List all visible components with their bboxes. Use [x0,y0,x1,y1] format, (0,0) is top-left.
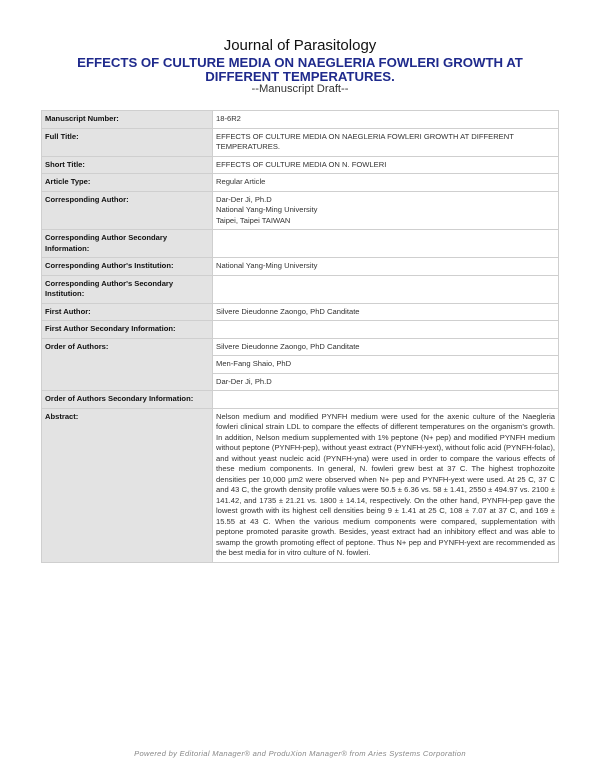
corresponding-author-value [213,191,559,230]
field-label: Corresponding Author's Secondary Institution: [42,275,213,303]
author-name: Dar-Der Ji, Ph.D [216,194,272,204]
manuscript-number-value: 18-6R2 [213,111,559,129]
table-row [42,408,559,562]
document-header [0,0,600,96]
author-entry: Dar-Der Ji, Ph.D [213,373,559,391]
table-row [42,275,559,303]
footer-credit: Powered by Editorial Manager® and ProduXion Manager® from Aries Systems Corporation [134,749,466,758]
first-author-value: Silvere Dieudonne Zaongo, PhD Canditate [213,303,559,321]
short-title-value: EFFECTS OF CULTURE MEDIA ON N. FOWLERI [213,156,559,174]
table-row [42,321,559,339]
manuscript-info-table [41,110,559,563]
author-affiliation: National Yang-Ming University [216,205,318,214]
table-row [42,156,559,174]
corresponding-institution-secondary-value [213,275,559,303]
author-entry: Men-Fang Shaio, PhD [213,356,559,374]
field-label: Full Title: [42,128,213,156]
table-row [42,303,559,321]
article-type-value: Regular Article [213,174,559,192]
table-row [42,191,559,230]
manuscript-title: EFFECTS OF CULTURE MEDIA ON NAEGLERIA FOWLERI GROWTH AT DIFFERENT TEMPERATURES. [77,55,523,84]
field-label: Short Title: [42,156,213,174]
table-row [42,258,559,276]
author-location: Taipei, Taipei TAIWAN [216,215,291,225]
abstract-text: Nelson medium and modified PYNFH medium were used for the axenic culture of the Naegleria fowleri clinical strain LDL to compare the effects of different temperatures on the organism's growth. In addition, Nelson medium supplemented with 1% peptone (N+ pep) and modified PYNFH medium without peptone (PYNFH-pep), without yeast extract (PYNFH-yext), without folic acid (PYNFH-folac), and without yeast nucleic acid (PYNFH-yna) were used in order to compare the various effects of these medium components. In general, N. fowleri grew best at 37 C. The highest trophozoite densities per 10,000 µm2 were observed when N+ pep and PYNFH-yext were used. At 25 C, 37 C and 43 C, the growth density profile values were 50.5 ± 6.36 vs. 58 ± 1.41, 2550 ± 494.97 vs. 2100 ± 141.42, and 1735 ± 21.21 vs. 1800 ± 14.14, respectively. On the other hand, PYNFH-pep gave the lowest growth with its highest cell densities being 9 ± 1.41 at 25 C, 108 ± 7.07 at 37 C, and 169 ± 15.55 at 43 C. When the various medium components were compared, supplementation with peptone promoted parasite growth. Besides, yeast extract had an inhibitory effect and was able to swamp the growth promoting effect of peptone. Thus N+ pep and PYNFH-yext are recommended as the best media for in vitro culture of N. fowleri. [213,408,559,562]
field-label: Article Type: [42,174,213,192]
table-row [42,128,559,156]
author-entry: Silvere Dieudonne Zaongo, PhD Canditate [213,338,559,356]
table-row [42,338,559,356]
full-title-value: EFFECTS OF CULTURE MEDIA ON NAEGLERIA FOWLERI GROWTH AT DIFFERENT TEMPERATURES. [213,128,559,156]
draft-label: --Manuscript Draft-- [251,83,349,95]
order-of-authors-secondary-value [213,391,559,409]
field-label: Corresponding Author Secondary Information: [42,230,213,258]
field-label: Corresponding Author: [42,191,213,230]
corresponding-institution-value: National Yang-Ming University [213,258,559,276]
field-label: First Author Secondary Information: [42,321,213,339]
table-row [42,111,559,129]
corresponding-author-secondary-value [213,230,559,258]
field-label: Order of Authors Secondary Information: [42,391,213,409]
field-label: Corresponding Author's Institution: [42,258,213,276]
first-author-secondary-value [213,321,559,339]
journal-name: Journal of Parasitology [223,37,377,54]
table-row [42,230,559,258]
field-label: Abstract: [42,408,213,562]
field-label: Manuscript Number: [42,111,213,129]
table-row [42,391,559,409]
table-row [42,174,559,192]
field-label: Order of Authors: [42,338,213,391]
field-label: First Author: [42,303,213,321]
